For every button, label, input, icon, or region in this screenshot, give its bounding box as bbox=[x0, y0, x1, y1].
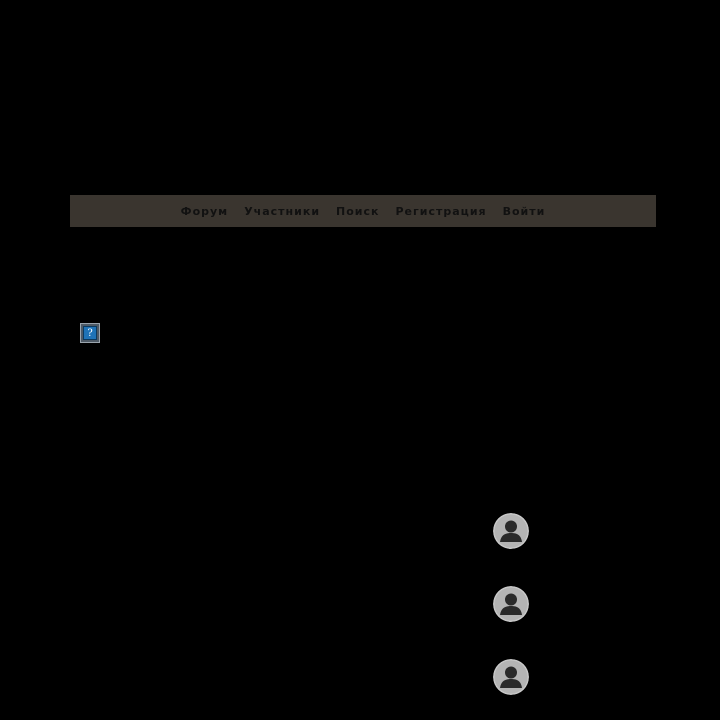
main-navbar bbox=[70, 195, 656, 227]
nav-link-register[interactable]: Регистрация bbox=[395, 204, 487, 218]
nav-link-search[interactable]: Поиск bbox=[336, 204, 380, 218]
help-icon-glyph: ? bbox=[83, 326, 97, 340]
help-icon[interactable] bbox=[80, 323, 100, 343]
user-avatar-icon[interactable] bbox=[493, 659, 529, 695]
nav-link-login[interactable]: Войти bbox=[502, 204, 546, 218]
user-avatar-icon[interactable] bbox=[493, 513, 529, 549]
nav-link-forum[interactable]: Форум bbox=[180, 204, 229, 218]
nav-link-members[interactable]: Участники bbox=[244, 204, 321, 218]
user-avatar-icon[interactable] bbox=[493, 586, 529, 622]
